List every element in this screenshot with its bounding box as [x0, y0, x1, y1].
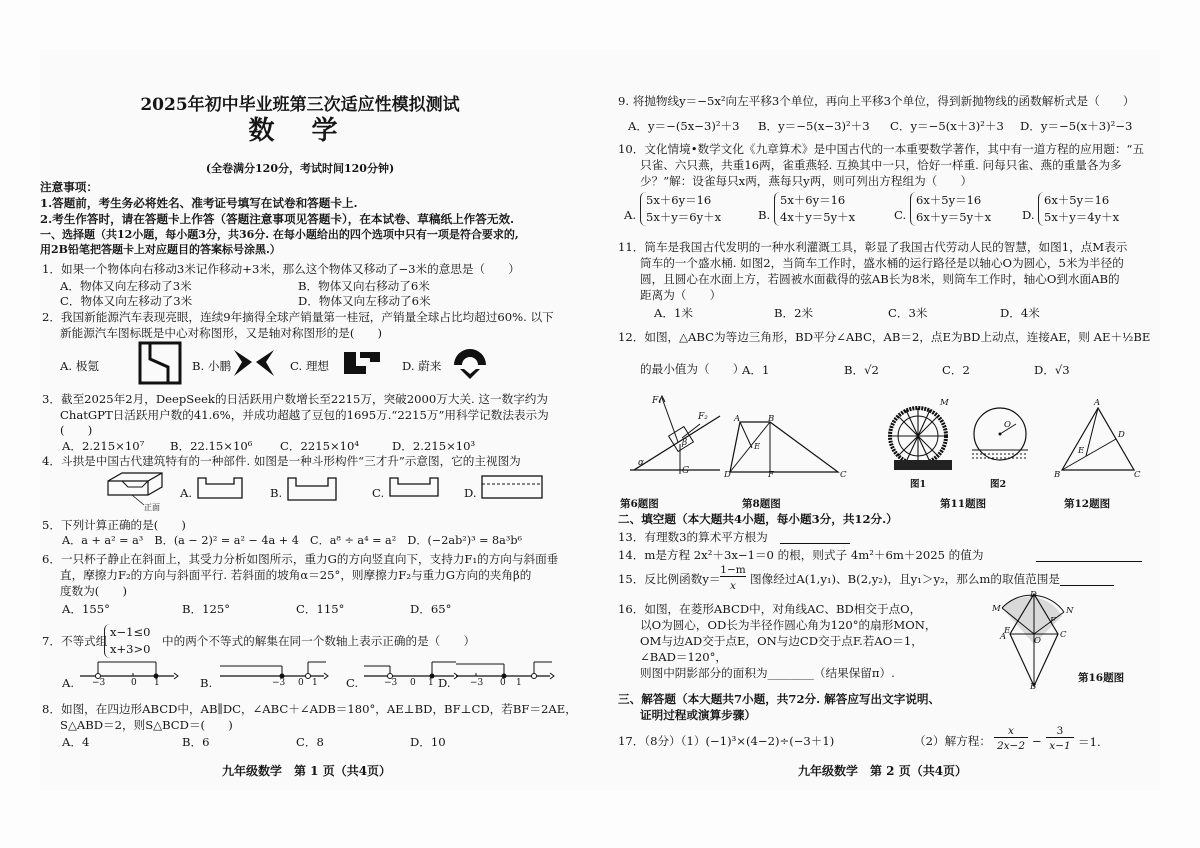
q15-fraction-numerator: 1−m [720, 564, 746, 576]
fig16-label-f: F [1050, 616, 1056, 626]
q7-d-tick-1: 1 [516, 678, 522, 688]
fig8-label-c: C [840, 470, 847, 480]
q6-option-c: C．115° [296, 602, 345, 616]
question-3-line-3: ( ) [60, 423, 93, 437]
q10-d-eq-2: 5x＋y＝4y＋x [1044, 210, 1120, 224]
question-1: 1．如果一个物体向右移动3米记作移动+3米，那么这个物体又移动了−3米的意思是（ ） [42, 262, 520, 276]
q9-option-c: C．y＝−5(x＋3)²＋3 [890, 119, 1004, 133]
question-16-line-4: ∠BAD＝120°， [640, 650, 728, 664]
q2-option-a: A. 极氪 [60, 359, 99, 373]
question-16-line-3: OM与边AD交于点E，ON与边CD交于点F.若AO＝1， [640, 634, 923, 648]
fig8-label-e: E [754, 442, 761, 452]
q5-options: A．a + a² = a³ B．(a − 2)² = a² − 4a + 4 C．a⁸ ÷ a⁴ = a² D．(−2ab²)³ = 8a³b⁶ [62, 534, 522, 547]
question-8-line-2: S△ABD＝2，则S△BCD＝( ) [60, 718, 233, 732]
exam-sheet [40, 50, 1160, 790]
q10-a-eq-1: 5x＋6y＝16 [646, 193, 712, 207]
jiyue-logo-icon [138, 341, 184, 387]
q10-option-b: B. [758, 208, 771, 222]
q10-c-eq-2: 6x＋y＝5y＋x [916, 210, 992, 224]
q4-option-a-shape [196, 474, 244, 502]
fig16-label-d: D [1030, 590, 1037, 600]
q8-option-c: C．8 [296, 735, 324, 749]
q7-inequality-system [104, 624, 150, 658]
question-12-line-2: 的最小值为（ ） [640, 362, 745, 376]
fig6-label-beta: β [682, 438, 688, 448]
notice-1: 1.答题前，考生务必将姓名、准考证号填写在试卷和答题卡上. [40, 196, 358, 210]
question-3-line-1: 3．截至2025年2月，DeepSeek的日活跃用户数增长至2215万，突破2000万大关. 这一数字约为 [42, 392, 548, 406]
fig12-caption: 第12题图 [1064, 498, 1111, 510]
fig11-caption: 第11题图 [940, 498, 987, 510]
question-16-line-5: 则图中阴影部分的面积为________（结果保留π）. [640, 666, 895, 680]
q13-answer-blank[interactable] [780, 543, 850, 544]
fig6-label-g: G [682, 466, 690, 476]
q17-fraction-1-denominator: 2x−2 [996, 740, 1026, 752]
fig11-circle-diagram [968, 404, 1032, 470]
q17-fraction-1-numerator: x [994, 725, 1028, 738]
question-7-prefix: 7．不等式组 [42, 634, 108, 648]
question-2-line-1: 2．我国新能源汽车表现亮眼，连续9年摘得全球产销量第一桂冠，产销量全球占比均超过60%. 以下 [42, 310, 554, 324]
q8-option-a: A．4 [62, 735, 90, 749]
fig8-trapezoid [726, 418, 842, 476]
question-5: 5．下列计算正确的是( ) [42, 518, 186, 532]
fig12-label-e: E [1078, 446, 1085, 456]
q3-option-b: B．22.15×10⁶ [170, 439, 253, 453]
q8-option-b: B．6 [182, 735, 210, 749]
question-14: 14．m是方程 2x²＋3x−1＝0 的根，则式子 4m²＋6m＋2025 的值为 [618, 548, 984, 562]
q12-option-d: D．√3 [1034, 363, 1070, 377]
q2-option-b: B. 小鹏 [192, 359, 232, 373]
q11-option-c: C．3米 [888, 306, 928, 320]
question-7-suffix: 中的两个不等式的解集在同一个数轴上表示正确的是（ ） [162, 634, 476, 648]
question-10-line-3: 少？”解：设雀每只x两，燕每只y两，则可列出方程组为（ ） [640, 174, 973, 188]
question-13: 13．有理数3的算术平方根为 [618, 530, 768, 544]
fig16-label-b: B [1030, 682, 1037, 692]
fig6-label-f2: F₂ [698, 412, 708, 422]
q17-minus-sign: − [1032, 734, 1042, 748]
q10-d-eq-1: 6x＋5y＝16 [1044, 193, 1110, 207]
q3-option-a: A．2.215×10⁷ [62, 439, 145, 453]
q10-a-eq-2: 5x＋y＝6y＋x [646, 210, 722, 224]
question-6-line-2: 直，摩擦力F₂的方向与斜面平行. 若斜面的坡角α＝25°，则摩擦力F₂与重力G方向的夹角β的 [60, 568, 532, 582]
q4-option-d-shape [480, 474, 544, 502]
question-4: 4．斗拱是中国古代建筑特有的一种部件. 如图是一种斗形构件“三才升”示意图，它的主视图为 [42, 454, 521, 468]
fig11-caption-2: 图2 [990, 479, 1007, 490]
q10-option-d-system [1038, 192, 1119, 226]
question-11-line-1: 11．筒车是我国古代发明的一种水利灌溉工具，彰显了我国古代劳动人民的智慧，如图1，点M表示 [618, 240, 1128, 254]
q9-option-a: A．y＝−(5x−3)²＋3 [628, 119, 740, 133]
question-15-prefix: 15．反比例函数y＝ [618, 572, 721, 586]
front-view-label: 正面 [144, 503, 160, 512]
fig12-label-c: C [1134, 470, 1141, 480]
q9-option-d: D．y＝−5(x＋3)²−3 [1020, 119, 1133, 133]
q15-fraction-denominator: x [730, 580, 736, 592]
fig6-label-f1: F₁ [652, 396, 662, 406]
section-3-instruction: 证明过程或演算步骤） [640, 708, 756, 722]
subject-title: 数 学 [248, 116, 352, 146]
fig8-label-d: D [724, 470, 731, 480]
question-17-part-2-label: （2）解方程： [914, 734, 991, 748]
q10-b-eq-2: 4x＋y＝5y＋x [780, 210, 856, 224]
q7-b-tick-1: 1 [312, 678, 318, 688]
q12-option-a: A．1 [742, 363, 770, 377]
section-2-heading: 二、填空题（本大题共4小题，每小题3分，共12分.） [618, 512, 898, 526]
q8-option-d: D．10 [410, 735, 446, 749]
question-10-line-2: 只雀、六只燕，共重16两，雀重燕轻. 互换其中一只，恰好一样重. 问每只雀、燕的重量各为多 [640, 158, 1122, 172]
q7-inequality-1: x−1≤0 [110, 625, 151, 639]
q4-option-b: B. [270, 486, 283, 500]
q10-option-c: C. [894, 208, 907, 222]
q3-option-d: D．2.215×10³ [392, 439, 476, 453]
q7-inequality-2: x+3>0 [110, 642, 151, 656]
q17-fraction-2-numerator: 3 [1046, 725, 1074, 738]
q10-option-d: D. [1022, 208, 1035, 222]
question-6-line-3: 度数为( ) [60, 584, 128, 598]
fig8-label-f: F [768, 470, 774, 480]
question-17-part-1: 17．（8分）（1）(−1)³×(4−2)÷(−3＋1) [618, 734, 835, 748]
q1-option-d: D．物体又向左移动了6米 [298, 294, 431, 308]
q17-equals-one: ＝1. [1078, 735, 1101, 749]
fig12-triangle [1058, 404, 1138, 476]
q7-option-a: A. [62, 676, 75, 690]
q15-answer-blank[interactable] [1060, 585, 1114, 586]
fig11-waterwheel-image [886, 402, 954, 474]
question-3-line-2: ChatGPT日活跃用户数的41.6%，并成功超越了豆包的1695万.“2215万”用科学记数法表示为 [60, 408, 549, 422]
fig8-label-a: A [734, 414, 741, 424]
fig16-label-o: O [1034, 636, 1041, 646]
q4-option-a: A. [180, 486, 193, 500]
xiaopeng-logo-icon [234, 348, 274, 378]
question-6-line-1: 6．一只杯子静止在斜面上，其受力分析如图所示，重力G的方向竖直向下，支持力F₁的方向与斜面垂 [42, 552, 559, 566]
q1-option-c: C．物体又向左移动了3米 [60, 294, 193, 308]
q6-option-b: B．125° [182, 602, 231, 616]
fig16-label-e: E [1004, 626, 1011, 636]
page-1-footer: 九年级数学 第 1 页（共4页） [222, 764, 392, 778]
lixiang-logo-icon [342, 348, 382, 378]
q14-answer-blank[interactable] [1036, 561, 1142, 562]
q12-option-c: C．2 [942, 363, 970, 377]
q6-option-d: D．65° [410, 602, 452, 616]
question-9: 9. 将抛物线y＝−5x²向左平移3个单位，再向上平移3个单位，得到新抛物线的函数解析式是（ ） [618, 94, 1135, 108]
q4-option-c-shape [388, 474, 440, 502]
fig16-label-c: C [1060, 630, 1067, 640]
q1-option-b: B．物体又向右移动了6米 [298, 279, 430, 293]
q11-option-b: B．2米 [774, 306, 814, 320]
q10-option-a: A. [624, 208, 637, 222]
q7-option-c: C. [346, 676, 359, 690]
fig12-label-d: D [1118, 430, 1125, 440]
nio-logo-icon [450, 343, 490, 383]
q2-option-c: C. 理想 [290, 359, 330, 373]
q10-option-c-system [910, 192, 991, 226]
fig16-label-n: N [1066, 606, 1074, 616]
question-11-line-4: 距离为（ ） [640, 288, 722, 302]
q7-a-tick-1: 1 [154, 678, 160, 688]
q1-option-a: A．物体又向左移动了3米 [60, 279, 192, 293]
question-2-line-2: 新能源汽车图标既是中心对称图形，又是轴对称图形的是( ) [60, 326, 383, 340]
question-8-line-1: 8．如图，在四边形ABCD中，AB∥DC，∠ABC＋∠ADB＝180°，AE⊥BD，BF⊥CD，若BF＝2AE， [42, 702, 577, 716]
q3-option-c: C．2215×10⁴ [280, 439, 360, 453]
q7-option-d: D. [438, 676, 451, 690]
fig11-label-o: O [1004, 420, 1011, 430]
fig8-caption: 第8题图 [742, 498, 781, 510]
score-note: (全卷满分120分，考试时间120分钟) [205, 162, 395, 175]
fig8-label-b: B [768, 414, 775, 424]
q7-c-tick-minus3: −3 [384, 678, 398, 688]
q7-c-tick-1: 1 [428, 678, 434, 688]
question-16-line-1: 16．如图，在菱形ABCD中，对角线AC、BD相交于点O， [618, 602, 922, 616]
q7-b-tick-0: 0 [298, 678, 304, 688]
notice-2: 2.考生作答时，请在答题卡上作答（答题注意事项见答题卡），在本试卷、草稿纸上作答无效. [40, 212, 515, 226]
fig16-label-m: M [992, 604, 1001, 614]
section-1-instruction: 用2B铅笔把答题卡上对应题目的答案标号涂黑.） [40, 243, 281, 256]
fig6-label-alpha: α [638, 458, 645, 468]
q10-option-a-system [640, 192, 721, 226]
q11-option-d: D．4米 [1000, 306, 1040, 320]
q17-fraction-2-denominator: x−1 [1049, 740, 1071, 752]
section-3-heading: 三、解答题（本大题共7小题，共72分. 解答应写出文字说明、 [618, 692, 941, 706]
fig6-caption: 第6题图 [620, 498, 659, 510]
q12-option-b: B．√2 [844, 363, 879, 377]
question-16-line-2: 以O为圆心，OD长为半径作圆心角为120°的扇形MON， [640, 618, 937, 632]
fig11-caption-1: 图1 [910, 479, 927, 490]
fig16-label-a: A [1000, 632, 1007, 642]
fig16-caption: 第16题图 [1078, 672, 1125, 684]
q9-option-b: B．y＝−5(x−3)²＋3 [758, 119, 870, 133]
fig12-label-b: B [1054, 470, 1061, 480]
fig11-label-m: M [940, 398, 949, 408]
q10-b-eq-1: 5x＋6y＝16 [780, 193, 846, 207]
question-10-line-1: 10．文化情境•数学文化《九章算术》是中国古代的一本重要数学著作，其中有一道方程的应用题：“五 [618, 142, 1145, 156]
q7-c-tick-0: 0 [410, 678, 416, 688]
q4-option-c: C. [372, 486, 385, 500]
q4-option-d: D. [464, 486, 477, 500]
q10-option-b-system [774, 192, 855, 226]
question-11-line-2: 筒车的一个盛水桶. 如图2，当筒车工作时，盛水桶的运行路径是以轴心O为圆心，5米为半径的 [640, 256, 1124, 270]
q6-option-a: A．155° [62, 602, 110, 616]
section-1-heading: 一、选择题（共12小题，每小题3分，共36分. 在每小题给出的四个选项中只有一项是符合要求的, [40, 228, 519, 241]
question-11-line-3: 圆，且圆心在水面上方，若圆被水面截得的弦AB长为8米，则筒车工作时，轴心O到水面AB的 [640, 272, 1120, 286]
q7-option-b: B. [200, 676, 213, 690]
question-12-line-1: 12．如图，△ABC为等边三角形，BD平分∠ABC，AB＝2，点E为BD上动点，连接AE，则 AE＋½BE [618, 330, 1151, 344]
page-2-footer: 九年级数学 第 2 页（共4页） [798, 764, 968, 778]
q7-d-tick-0: 0 [500, 678, 506, 688]
question-15-suffix: 图像经过A(1,y₁)、B(2,y₂)，且y₁＞y₂，那么m的取值范围是 [750, 572, 1060, 586]
q11-option-a: A．1米 [654, 306, 693, 320]
fig12-label-a: A [1094, 398, 1101, 408]
q7-b-tick-minus3: −3 [272, 678, 286, 688]
exam-title: 2025年初中毕业班第三次适应性模拟测试 [140, 95, 460, 115]
q7-d-tick-minus3: −3 [470, 678, 484, 688]
q7-a-tick-0: 0 [131, 678, 137, 688]
q2-option-d: D. 蔚来 [402, 359, 442, 373]
q10-c-eq-1: 6x＋5y＝16 [916, 193, 982, 207]
q4-option-b-shape [286, 474, 338, 504]
notice-heading: 注意事项： [40, 180, 98, 194]
q7-a-tick-minus3: −3 [92, 678, 106, 688]
